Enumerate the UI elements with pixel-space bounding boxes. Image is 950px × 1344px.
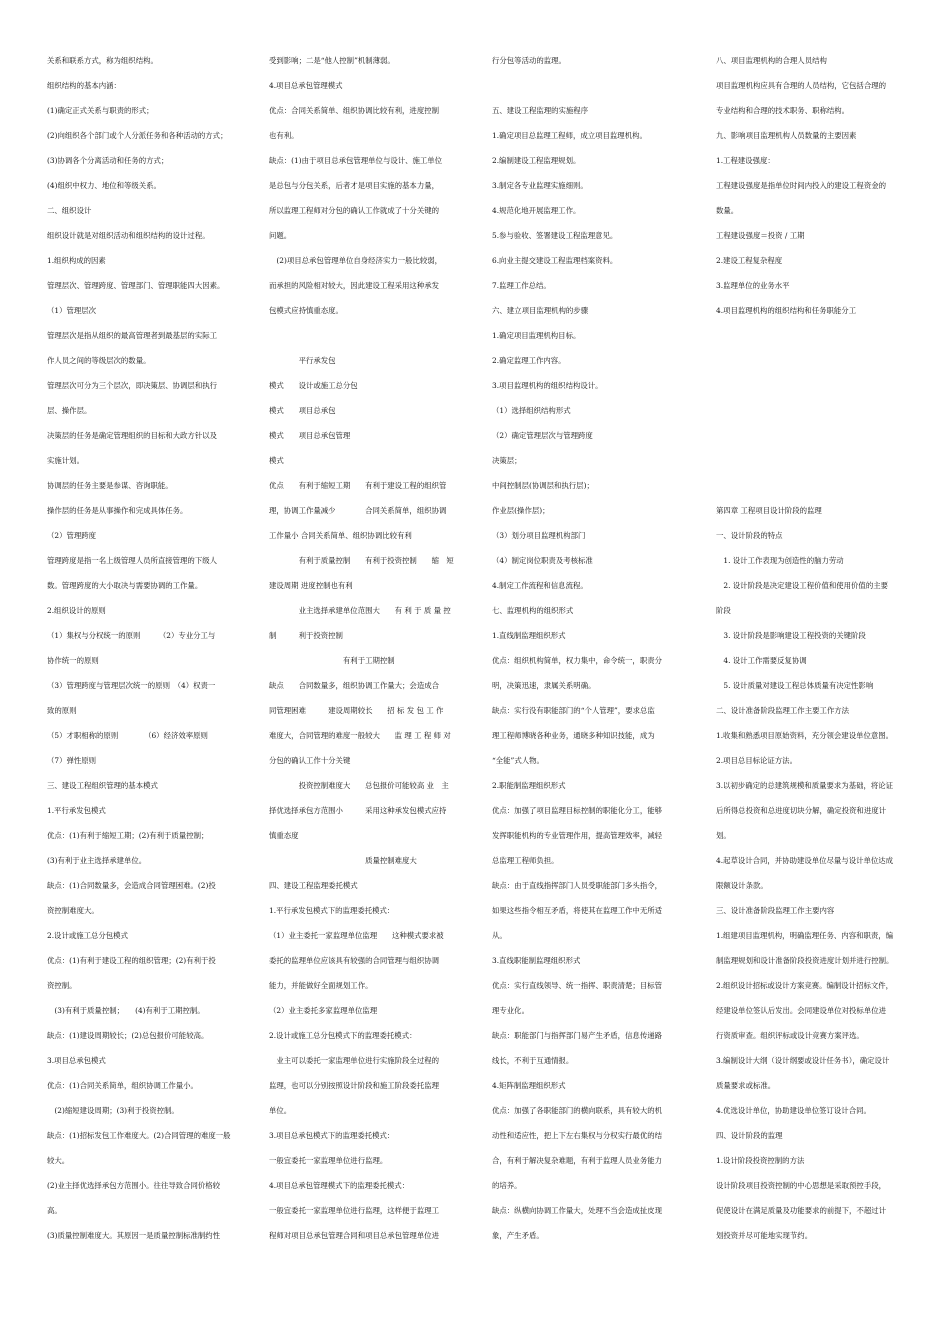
text-line: 一般宜委托一家监理单位进行监理，这样便于监理工	[269, 1206, 439, 1215]
text-line: 1.直线制监理组织形式	[492, 631, 566, 640]
text-line	[269, 323, 465, 348]
text-line: 2.建设工程复杂程度	[716, 256, 783, 265]
text-line: 工程建设强度＝投资 / 工期	[716, 231, 805, 240]
text-line: 决策层；	[492, 456, 522, 465]
text-line: 动性和适应性，把上下左右集权与分权实行最优的结	[492, 1131, 662, 1140]
text-line: 组织结构的基本内涵：	[47, 81, 121, 90]
text-line: 平行承发包	[269, 356, 336, 365]
text-line: （2）管理跨度	[47, 531, 97, 540]
text-line: 工程建设强度是指单位时间内投入的建设工程资金的	[716, 181, 886, 190]
text-line: 4.起草设计合同，并协助建设单位尽量与设计单位达成	[716, 856, 894, 865]
text-line: 关系和联系方式，称为组织结构。	[47, 56, 158, 65]
text-line: “全能”式人物。	[492, 756, 544, 765]
text-line: （2）业主委托多家监理单位监理	[269, 1006, 378, 1015]
text-line: 三、建设工程组织管理的基本模式	[47, 781, 158, 790]
text-line: 1. 设计工作表现为创造性的脑力劳动	[716, 556, 844, 565]
text-line: (2)向组织各个部门或个人分派任务和各种活动的方式；	[47, 131, 228, 140]
text-line: 包模式应持慎重态度。	[269, 306, 343, 315]
text-line: 也有利。	[269, 131, 299, 140]
text-line: 受到影响；二是“他人控制”机制薄弱。	[269, 56, 395, 65]
text-line: 设计阶段项目投资控制的中心思想是采取预控手段，	[716, 1181, 886, 1190]
text-line: 业主选择承建单位范围大 有 利 于 质 量 控	[269, 606, 451, 615]
text-line: (3)有利于质量控制； (4)有利于工期控制。	[47, 1006, 205, 1015]
text-line	[716, 423, 912, 448]
text-line: 所以监理工程师对分包的确认工作就成了十分关键的	[269, 206, 439, 215]
text-line: 中间控制层(协调层和执行层)；	[492, 481, 594, 490]
text-line: 项目监理机构应具有合理的人员结构，它包括合理的	[716, 81, 886, 90]
text-line: 3.项目总承包模式	[47, 1056, 106, 1065]
text-line: 四、建设工程监理委托模式	[269, 881, 358, 890]
text-line: 4.制定工作流程和信息流程。	[492, 581, 588, 590]
text-line: 层、操作层。	[47, 406, 92, 415]
text-line	[716, 473, 912, 498]
text-line: 1.工程建设强度：	[716, 156, 775, 165]
text-line: 优点：加强了各职能部门的横向联系，具有较大的机	[492, 1106, 662, 1115]
text-line: 二、设计准备阶段监理工作主要工作方法	[716, 706, 850, 715]
text-line: 择优选择承包方范围小 采用这种承发包模式应持	[269, 806, 447, 815]
text-line: 是总包与分包关系，后者才是项目实施的基本力量，	[269, 181, 439, 190]
text-line: 资控制。	[47, 981, 77, 990]
text-line: 理工程师博晓各种业务，通晓多种知识技能，成为	[492, 731, 655, 740]
text-line: 管理层次可分为三个层次，即决策层、协调层和执行	[47, 381, 217, 390]
text-line: 制监理规划和设计准备阶段投资进度计划并进行控制。	[716, 956, 894, 965]
text-line: 行资质审查。组织评标或设计竞赛方案评选。	[716, 1031, 864, 1040]
text-line: 九、影响项目监理机构人员数量的主要因素	[716, 131, 857, 140]
text-line: 5.参与验收、签署建设工程监理意见。	[492, 231, 618, 240]
text-line: 1.确定项目总监理工程师，成立项目监理机构。	[492, 131, 647, 140]
text-line: 3.项目总承包模式下的监理委托模式：	[269, 1131, 395, 1140]
text-line: 1.组织构成的因素	[47, 256, 106, 265]
text-line: （3）划分项目监理机构部门	[492, 531, 586, 540]
text-line: 缺点：纵横向协调工作量大，处理不当会造成扯皮现	[492, 1206, 662, 1215]
text-line: 象，产生矛盾。	[492, 1231, 544, 1240]
text-line: （1）选择组织结构形式	[492, 406, 571, 415]
text-line: 二、组织设计	[47, 206, 92, 215]
text-line: 有利于质量控制 有利于投资控制 缩 短	[269, 556, 454, 565]
text-line: 2.确定监理工作内容。	[492, 356, 566, 365]
text-line	[716, 373, 912, 398]
text-line: 缺点：职能部门与指挥部门易产生矛盾，信息传递路	[492, 1031, 662, 1040]
text-line: 致的原则	[47, 706, 77, 715]
text-line: （1）管理层次	[47, 306, 97, 315]
text-line: 问题。	[269, 231, 292, 240]
text-line: (4)组织中权力、地位和等级关系。	[47, 181, 161, 190]
text-line: 质量要求或标准。	[716, 1081, 776, 1090]
text-line: 能力，并能做好全面规划工作。	[269, 981, 373, 990]
text-line: 模式	[269, 456, 284, 465]
text-line: (2)缩短建设周期；(3)利于投资控制。	[47, 1106, 179, 1115]
text-line: 一般宜委托一家监理单位进行监理。	[269, 1156, 388, 1165]
text-line: 经建设单位签认后发出。会同建设单位对投标单位进	[716, 1006, 886, 1015]
text-line: 专业结构和合理的技术职务、职称结构。	[716, 106, 850, 115]
text-line: 分包的确认工作十分关键	[269, 756, 351, 765]
text-line: 总监理工程师负担。	[492, 856, 559, 865]
text-line: （4）制定岗位职责及考核标准	[492, 556, 593, 565]
text-line: 3.制定各专业监理实施细则。	[492, 181, 588, 190]
text-line: （3）管理跨度与管理层次统一的原则 （4）权责一	[47, 681, 216, 690]
text-line: 有利于工期控制	[269, 656, 395, 665]
text-line: 3.监理单位的业务水平	[716, 281, 790, 290]
text-line: 管理层次、管理跨度、管理部门、管理职能四大因素。	[47, 281, 225, 290]
text-line: 操作层的任务是从事操作和完成具体任务。	[47, 506, 188, 515]
text-line: 四、设计阶段的监理	[716, 1131, 783, 1140]
text-line: 而承担的风险相对较大，因此建设工程采用这种承发	[269, 281, 439, 290]
text-line: 4.项目总承包管理模式下的监理委托模式：	[269, 1181, 410, 1190]
text-line: （2）确定管理层次与管理跨度	[492, 431, 593, 440]
text-line: 1.收集和熟悉项目原始资料，充分领会建设单位意图。	[716, 731, 894, 740]
text-line: 协作统一的原则	[47, 656, 99, 665]
text-line: （1）集权与分权统一的原则 （2）专业分工与	[47, 631, 216, 640]
text-line: 缺点：(1)合同数量多，会造成合同管理困难。(2)投	[47, 881, 216, 890]
text-line: 数量。	[716, 206, 739, 215]
text-line	[716, 398, 912, 423]
text-line: 发挥职能机构的专业管理作用，提高管理效率，减轻	[492, 831, 662, 840]
text-line: 工作量小 合同关系简单、组织协调比较有利	[269, 531, 412, 540]
text-line: 高。	[47, 1206, 62, 1215]
text-line: 管理层次是指从组织的最高管理者到最基层的实际工	[47, 331, 217, 340]
text-line: 2.组织设计的原则	[47, 606, 106, 615]
text-line: 制 利于投资控制	[269, 631, 343, 640]
text-line: 4. 设计工作需要反复协调	[716, 656, 807, 665]
text-line: 实施计划。	[47, 456, 84, 465]
text-line: 3.编制设计大纲（设计纲要或设计任务书），确定设计	[716, 1056, 890, 1065]
text-line: 模式 项目总承包	[269, 406, 336, 415]
text-line: 1.平行承发包模式下的监理委托模式：	[269, 906, 395, 915]
text-line: 从。	[492, 931, 507, 940]
text-column-2	[269, 48, 465, 1248]
text-column-3	[492, 48, 688, 1248]
text-line: 2.编制建设工程监理规划。	[492, 156, 581, 165]
text-line: 1.组建项目监理机构，明确监理任务、内容和职责，编	[716, 931, 894, 940]
text-line: 较大。	[47, 1156, 70, 1165]
text-line: 优点 有利于缩短工期 有利于建设工程的组织管	[269, 481, 447, 490]
text-line: 2.设计或施工总分包模式下的监理委托模式：	[269, 1031, 417, 1040]
text-line: （5）才职相称的原则 （6）经济效率原则	[47, 731, 208, 740]
text-line: 优点：(1)有利于建设工程的组织管理；(2)有利于投	[47, 956, 216, 965]
text-line: 作业层(操作层)；	[492, 506, 550, 515]
text-line: (1)确定正式关系与职责的形式；	[47, 106, 154, 115]
text-line: 5. 设计质量对建设工程总体质量有决定性影响	[716, 681, 874, 690]
text-line: 六、建立项目监理机构的步骤	[492, 306, 589, 315]
text-line: 理专业化。	[492, 1006, 529, 1015]
text-line: 质量控制难度大	[269, 856, 417, 865]
text-line: 2.项目总目标论证方法。	[716, 756, 797, 765]
text-line: 协调层的任务主要是参谋、咨询职能。	[47, 481, 173, 490]
text-line: 4.优选设计单位，协助建设单位签订设计合同。	[716, 1106, 871, 1115]
text-line: 决策层的任务是确定管理组织的目标和大政方针以及	[47, 431, 217, 440]
text-line: 优点：组织机构简单，权力集中，命令统一，职责分	[492, 656, 662, 665]
text-line: 模式 设计或施工总分包	[269, 381, 358, 390]
text-line: 优点：(1)有利于缩短工期；(2)有利于质量控制；	[47, 831, 209, 840]
text-line: （1）业主委托一家监理单位监理 这种模式要求被	[269, 931, 444, 940]
text-line: 限额设计条款。	[716, 881, 768, 890]
text-line: 阶段	[716, 606, 731, 615]
text-line: 优点：实行直线领导、统一指挥、职责清楚；目标管	[492, 981, 662, 990]
text-line: 优点：合同关系简单、组织协调比较有利，进度控制	[269, 106, 439, 115]
text-line: 三、设计准备阶段监理工作主要内容	[716, 906, 835, 915]
text-line: 2. 设计阶段是决定建设工程价值和使用价值的主要	[716, 581, 888, 590]
text-line: 3.项目监理机构的组织结构设计。	[492, 381, 603, 390]
text-line	[716, 448, 912, 473]
text-line: 业主可以委托一家监理单位进行实施阶段全过程的	[269, 1056, 439, 1065]
text-line: 理，协调工作量减少 合同关系简单，组织协调	[269, 506, 447, 515]
text-line: 一、设计阶段的特点	[716, 531, 783, 540]
text-line: (3)协调各个分离活动和任务的方式；	[47, 156, 169, 165]
text-line: 作人员之间的等级层次的数量。	[47, 356, 151, 365]
text-line: (2)业主择优选择承包方范围小。往往导致合同价格较	[47, 1181, 221, 1190]
text-line: (3)质量控制难度大。其原因一是质量控制标准制约性	[47, 1231, 221, 1240]
text-column-1	[47, 48, 243, 1248]
text-line	[716, 348, 912, 373]
text-line: 同管理困难 建设周期较长 招 标 发 包 工 作	[269, 706, 444, 715]
text-line: 数。管理跨度的大小取决与需要协调的工作量。	[47, 581, 203, 590]
text-line: 4.项目总承包管理模式	[269, 81, 343, 90]
text-line: 4.规范化地开展监理工作。	[492, 206, 581, 215]
text-line	[492, 73, 688, 98]
text-line: 合，有利于解决复杂难题，有利于监理人员业务能力	[492, 1156, 662, 1165]
text-line: 1.确定项目监理机构目标。	[492, 331, 581, 340]
text-line: 划投资并尽可能地实现节约。	[716, 1231, 813, 1240]
text-line: 如果这些指令相互矛盾，将使其在监理工作中无所适	[492, 906, 662, 915]
text-line: 6.向业主提交建设工程监理档案资料。	[492, 256, 618, 265]
text-line: 程师对项目总承包管理合同和项目总承包管理单位进	[269, 1231, 439, 1240]
text-line: 缺点：(1)由于项目总承包管理单位与设计、施工单位	[269, 156, 443, 165]
text-line: 4.项目监理机构的组织结构和任务职能分工	[716, 306, 857, 315]
text-line: 难度大，合同管理的难度一般较大 监 理 工 程 师 对	[269, 731, 451, 740]
text-line: 后所得总投资和总进度切块分解，确定投资和进度计	[716, 806, 886, 815]
text-line: 1.设计阶段投资控制的方法	[716, 1156, 805, 1165]
text-line: 建设周期 进度控制也有利	[269, 581, 353, 590]
text-line: 2.组织设计招标或设计方案竞赛。编制设计招标文件，	[716, 981, 894, 990]
text-line: 4.矩阵制监理组织形式	[492, 1081, 566, 1090]
text-line: 3. 设计阶段是影响建设工程投资的关键阶段	[716, 631, 866, 640]
text-line: 投资控制难度大 总包报价可能较高 业 主	[269, 781, 449, 790]
text-line: 3.直线职能制监理组织形式	[492, 956, 581, 965]
text-line: 单位。	[269, 1106, 292, 1115]
text-line: 模式 项目总承包管理	[269, 431, 351, 440]
text-line: 缺点：由于直线指挥部门人员受职能部门多头指令，	[492, 881, 662, 890]
text-line: 管理跨度是指一名上级管理人员所直接管理的下级人	[47, 556, 217, 565]
text-line: 委托的监理单位应该具有较强的合同管理与组织协调	[269, 956, 439, 965]
text-line: 行分包等活动的监理。	[492, 56, 566, 65]
text-line: 3.以初步确定的总建筑规模和质量要求为基础，将论证	[716, 781, 894, 790]
text-line: (3)有利于业主选择承建单位。	[47, 856, 147, 865]
text-line: 八、项目监理机构的合理人员结构	[716, 56, 827, 65]
text-line: 2.设计或施工总分包模式	[47, 931, 128, 940]
text-line: 慎重态度	[269, 831, 299, 840]
text-line	[716, 323, 912, 348]
text-line: 划。	[716, 831, 731, 840]
text-line: 7.监理工作总结。	[492, 281, 551, 290]
text-line: 七、监理机构的组织形式	[492, 606, 574, 615]
text-line: (2)项目总承包管理单位自身经济实力一般比较弱，	[269, 256, 443, 265]
text-line: 线长，不利于互通情报。	[492, 1056, 574, 1065]
text-line: 明，决策迅速，隶属关系明确。	[492, 681, 596, 690]
text-line: 缺点：(1)招标发包工作难度大。(2)合同管理的难度一般	[47, 1131, 231, 1140]
text-line: 促使设计在满足质量及功能要求的前提下，不超过计	[716, 1206, 886, 1215]
text-column-4	[716, 48, 912, 1248]
text-line: 资控制难度大。	[47, 906, 99, 915]
text-line: 优点：(1)合同关系简单，组织协调工作量小。	[47, 1081, 198, 1090]
text-line: （7）弹性原则	[47, 756, 97, 765]
text-line: 的培养。	[492, 1181, 522, 1190]
text-line: 监理，也可以分别按照设计阶段和施工阶段委托监理	[269, 1081, 439, 1090]
text-line: 组织设计就是对组织活动和组织结构的设计过程。	[47, 231, 210, 240]
text-line: 缺点：(1)建设周期较长；(2)总包报价可能较高。	[47, 1031, 209, 1040]
text-line: 1.平行承发包模式	[47, 806, 106, 815]
text-line: 2.职能制监理组织形式	[492, 781, 566, 790]
text-line: 缺点 合同数量多，组织协调工作量大；会造成合	[269, 681, 439, 690]
text-line: 优点：加强了项目监理目标控制的职能化分工，能够	[492, 806, 662, 815]
text-line: 五、建设工程监理的实施程序	[492, 106, 589, 115]
text-line: 第四章 工程项目设计阶段的监理	[716, 506, 822, 515]
text-line: 缺点：实行没有职能部门的“个人管理”，要求总监	[492, 706, 655, 715]
